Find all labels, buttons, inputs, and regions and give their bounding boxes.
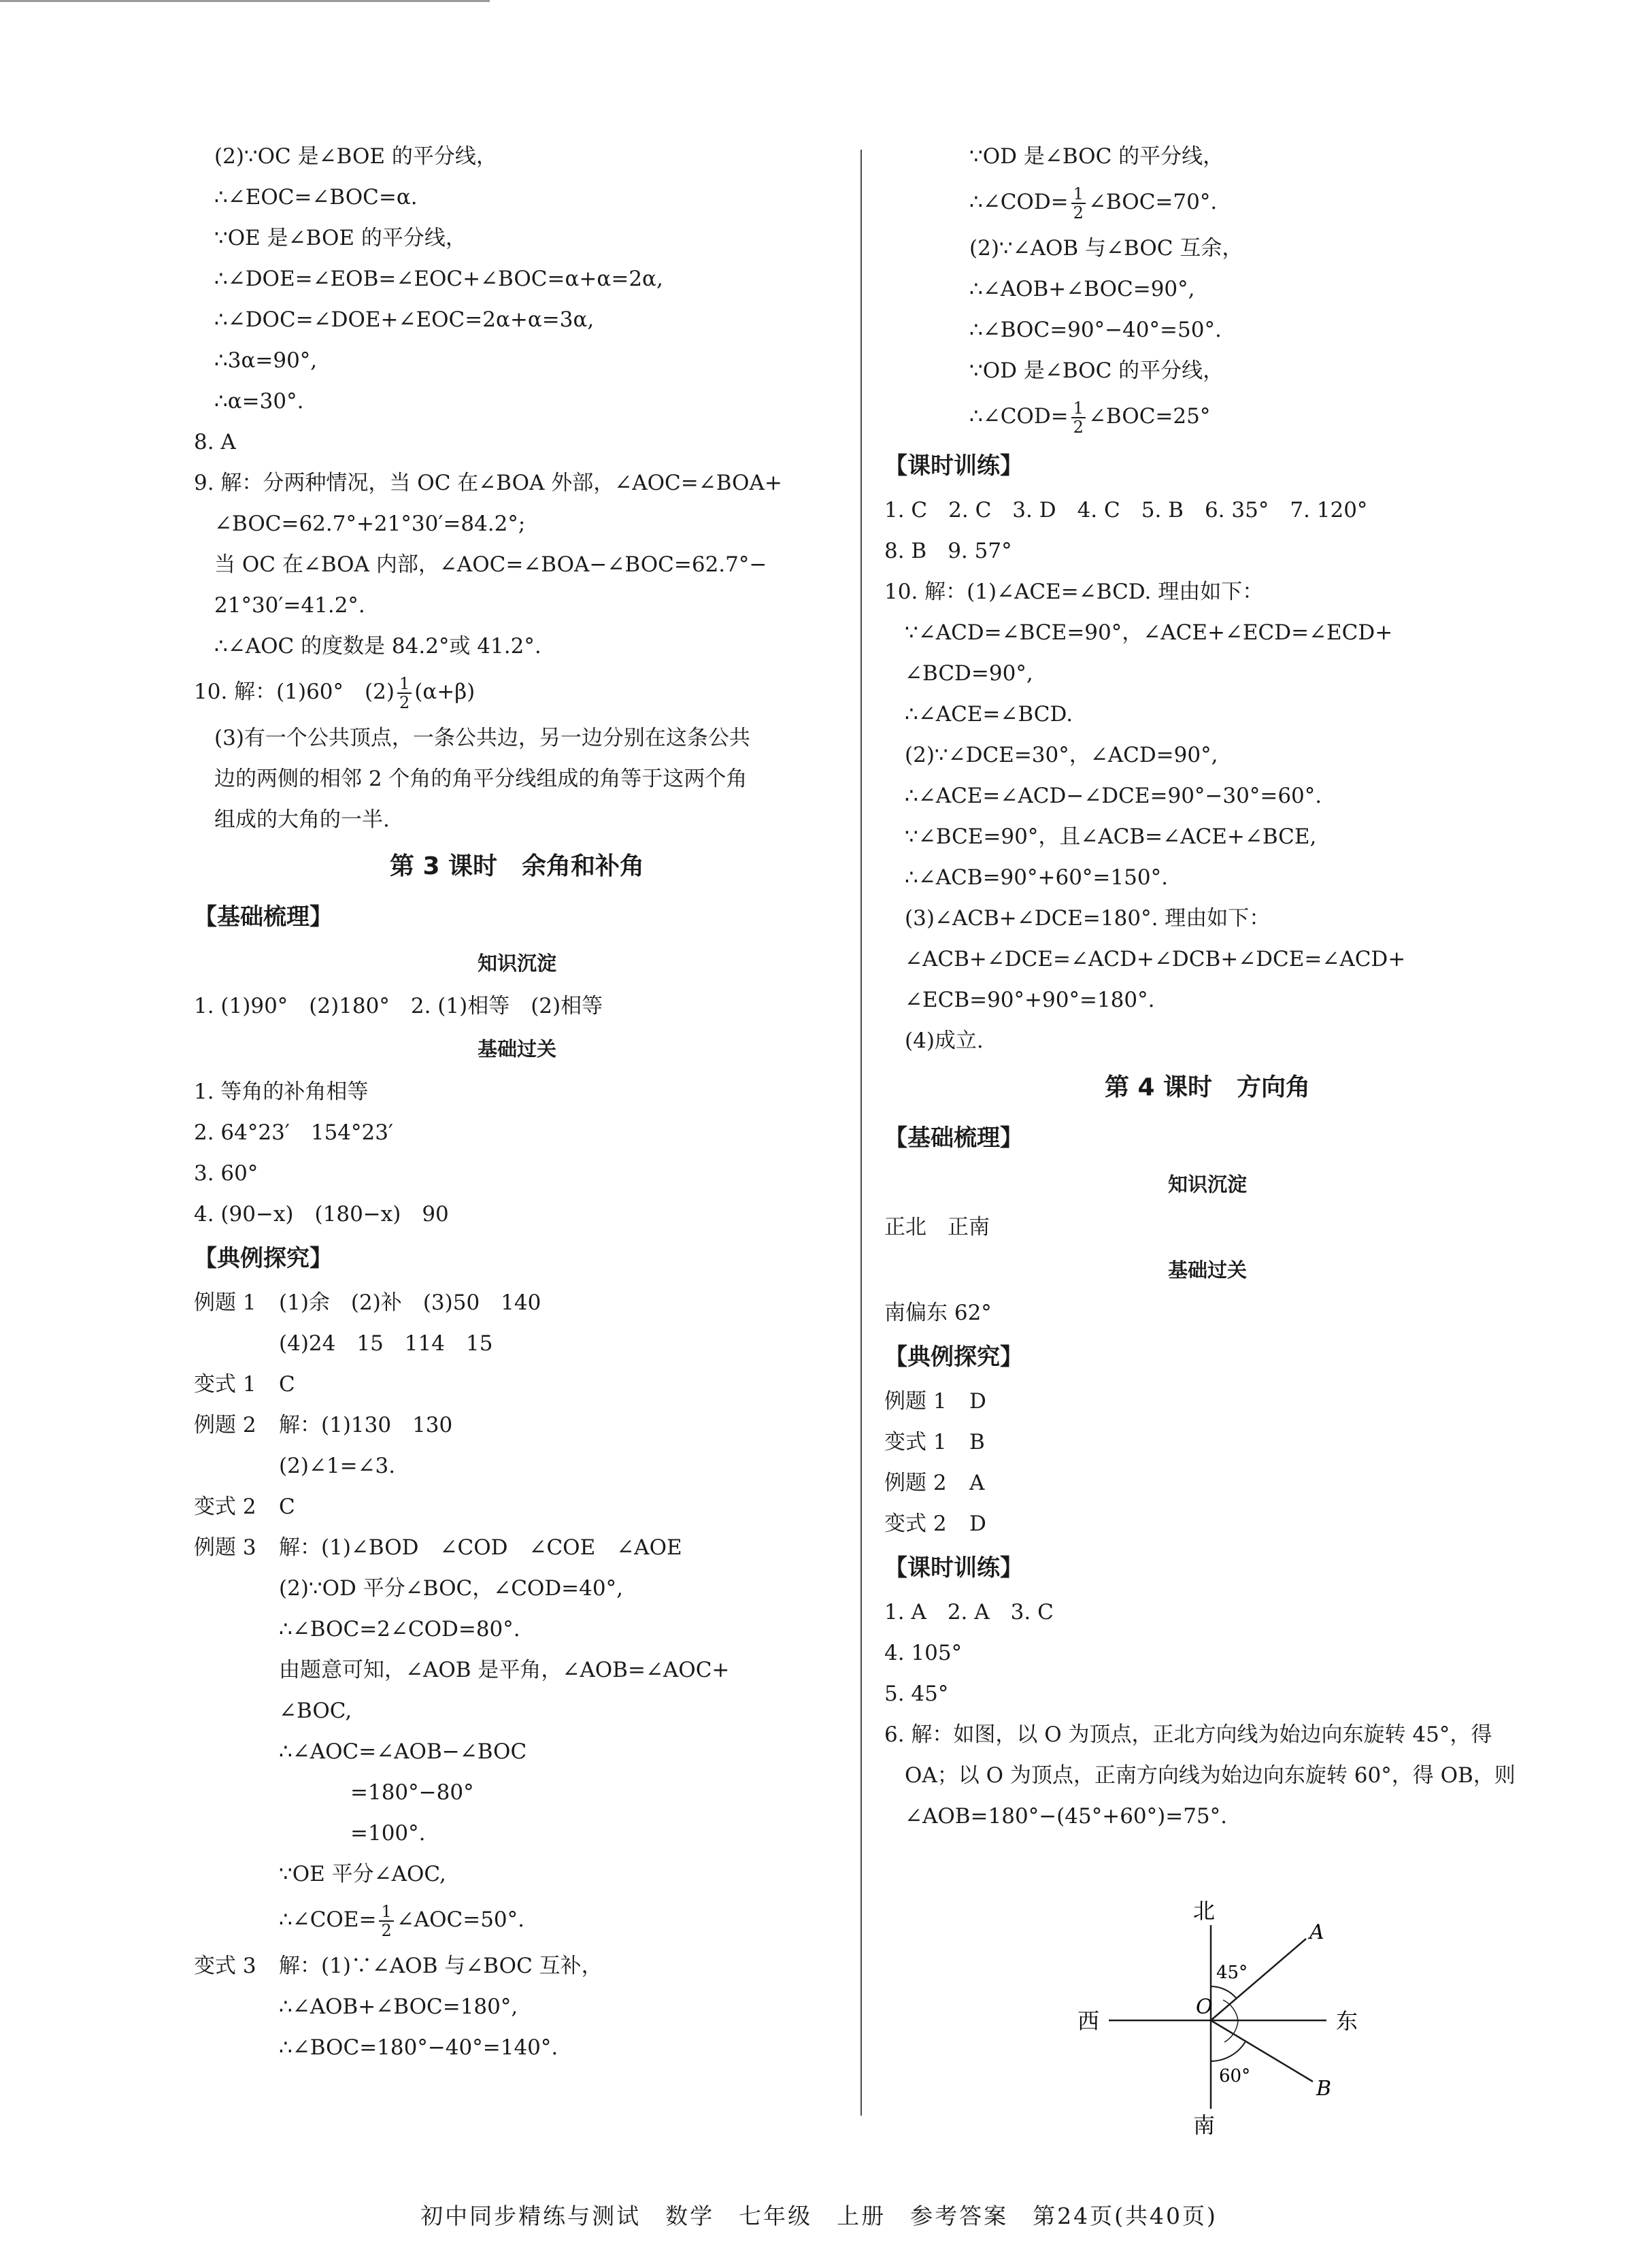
numerator: 1	[1071, 185, 1086, 204]
text-line: ∠BOC=62.7°+21°30′=84.2°;	[214, 512, 526, 536]
example-label: 例题 1	[884, 1389, 947, 1414]
label-o: O	[1196, 1995, 1213, 2019]
denominator: 2	[1073, 417, 1084, 437]
text-line: (2)∵∠DCE=30°，∠ACD=90°,	[905, 743, 1218, 767]
numerator: 1	[379, 1903, 393, 1922]
denominator: 2	[1073, 203, 1084, 222]
answer-8: 8. A	[194, 430, 236, 454]
variant-label: 变式 2	[884, 1512, 947, 1536]
text-line: 5. 45°	[884, 1682, 949, 1706]
denominator: 2	[381, 1920, 392, 1940]
fraction	[1071, 185, 1086, 222]
label-a: A	[1309, 1920, 1324, 1944]
denominator: 2	[399, 693, 410, 712]
label-east: 东	[1335, 2008, 1358, 2034]
example-answer: A	[969, 1471, 985, 1495]
numerator: 1	[1071, 399, 1086, 418]
text-line: 2. 64°23′ 154°23′	[194, 1120, 394, 1145]
text-line: 正北 正南	[884, 1215, 990, 1239]
angle-arc-60	[1211, 2041, 1246, 2061]
direction-angle-figure	[1041, 1891, 1381, 2136]
text-line: (3)有一个公共顶点，一条公共边，另一边分别在这条公共	[214, 726, 750, 750]
text-part: ∠BOC=70°.	[1088, 190, 1218, 214]
right-column	[884, 136, 1531, 1837]
text-line: 1. C 2. C 3. D 4. C 5. B 6. 35° 7. 120°	[884, 498, 1368, 522]
subsection-heading: 基础过关	[477, 1037, 556, 1061]
text-line: ∴∠BOC=2∠COD=80°.	[279, 1617, 520, 1641]
text-line: 3. 60°	[194, 1161, 258, 1186]
section-heading: 【基础梳理】	[884, 1124, 1023, 1152]
label-north: 北	[1192, 1898, 1216, 1924]
variant-answer: C	[279, 1372, 295, 1397]
subsection-heading: 知识沉淀	[1167, 1173, 1247, 1196]
section-heading: 【基础梳理】	[194, 903, 333, 931]
subsection-heading: 基础过关	[1167, 1258, 1247, 1282]
text-line: ∠BOC,	[279, 1699, 352, 1723]
variant-answer: 解：(1)∵∠AOB 与∠BOC 互补，	[279, 1954, 603, 1978]
text-line: (4)成立.	[905, 1029, 984, 1053]
example-line	[194, 1527, 840, 1568]
text-line: ∵∠ACD=∠BCE=90°，∠ACE+∠ECD=∠ECD+	[905, 620, 1393, 645]
text-line: 由题意可知，∠AOB 是平角，∠AOB=∠AOC+	[279, 1658, 730, 1682]
text-line: ∵∠BCE=90°，且∠ACB=∠ACE+∠BCE,	[905, 824, 1317, 849]
left-column	[194, 136, 840, 2068]
example-answer: 解：(1)130 130	[279, 1413, 453, 1437]
text-line: 10. 解：(1)∠ACE=∠BCD. 理由如下：	[884, 580, 1264, 604]
variant-line	[884, 1503, 1531, 1544]
column-divider	[860, 150, 862, 2116]
text-line: (3)∠ACB+∠DCE=180°. 理由如下：	[905, 906, 1271, 931]
variant-answer: D	[969, 1512, 986, 1536]
label-west: 西	[1077, 2008, 1100, 2034]
text-line: 边的两侧的相邻 2 个角的角平分线组成的角等于这两个角	[214, 767, 748, 791]
text-line: ∴α=30°.	[214, 389, 304, 414]
text-line: ∴∠AOC=∠AOB−∠BOC	[279, 1739, 527, 1764]
lesson-title: 第 3 课时 余角和补角	[389, 852, 645, 880]
variant-line	[194, 1486, 840, 1527]
fraction	[1071, 399, 1086, 436]
text-line	[884, 177, 1531, 228]
text-line: 1. (1)90° (2)180° 2. (1)相等 (2)相等	[194, 994, 603, 1018]
fraction	[397, 675, 412, 712]
answer-10	[194, 667, 840, 718]
answer-9: 9. 解：分两种情况，当 OC 在∠BOA 外部，∠AOC=∠BOA+	[194, 471, 782, 495]
example-label: 例题 2	[884, 1471, 947, 1495]
text-part: ∠AOC=50°.	[396, 1907, 524, 1932]
text-line: 21°30′=41.2°.	[214, 593, 365, 618]
text-part: 10. 解：(1)60° (2)	[194, 680, 395, 704]
text-line: (2)∠1=∠3.	[279, 1454, 396, 1478]
text-line: (2)∵OD 平分∠BOC，∠COD=40°,	[279, 1576, 623, 1601]
label-45-degrees: 45°	[1216, 1963, 1248, 1983]
text-part: ∴∠COD=	[969, 190, 1069, 214]
text-line: (2)∵OC 是∠BOE 的平分线，	[214, 144, 497, 169]
text-line: ∠AOB=180°−(45°+60°)=75°.	[905, 1804, 1228, 1829]
variant-line	[194, 1946, 840, 1986]
variant-label: 变式 2	[194, 1495, 256, 1519]
text-line: 4. 105°	[884, 1641, 963, 1665]
variant-label: 变式 1	[194, 1372, 256, 1397]
text-line: ∴∠AOC 的度数是 84.2°或 41.2°.	[214, 634, 541, 658]
text-line: (2)∵∠AOB 与∠BOC 互余，	[969, 236, 1243, 261]
text-line: ∴∠ACE=∠ACD−∠DCE=90°−30°=60°.	[905, 784, 1322, 808]
variant-label: 变式 3	[194, 1954, 256, 1978]
text-line: ∠ACB+∠DCE=∠ACD+∠DCB+∠DCE=∠ACD+	[905, 947, 1406, 971]
example-answer: (1)余 (2)补 (3)50 140	[279, 1290, 541, 1315]
text-line: 组成的大角的一半.	[214, 807, 390, 832]
text-part: ∴∠COE=	[279, 1907, 377, 1932]
text-line: ∴3α=90°,	[214, 348, 318, 373]
section-heading: 【课时训练】	[884, 452, 1023, 480]
example-label: 例题 1	[194, 1290, 256, 1315]
label-south: 南	[1192, 2112, 1216, 2136]
numerator: 1	[397, 675, 412, 694]
text-line: =100°.	[350, 1821, 426, 1846]
page-footer: 初中同步精练与测试 数学 七年级 上册 参考答案 第24页(共40页)	[420, 2203, 1218, 2229]
example-line	[194, 1405, 840, 1446]
text-line: 南偏东 62°	[884, 1301, 992, 1325]
text-line: 6. 解：如图，以 O 为顶点，正北方向线为始边向东旋转 45°，得	[884, 1722, 1492, 1747]
text-line	[194, 1895, 840, 1946]
text-line: 1. 等角的补角相等	[194, 1080, 369, 1104]
example-answer: D	[969, 1389, 986, 1414]
text-part: ∠BOC=25°	[1088, 404, 1211, 429]
variant-label: 变式 1	[884, 1430, 947, 1454]
label-60-degrees: 60°	[1219, 2066, 1251, 2086]
variant-line	[884, 1422, 1531, 1463]
angle-arc-45	[1211, 1986, 1237, 1999]
fraction	[379, 1903, 393, 1939]
text-line: ∠ECB=90°+90°=180°.	[905, 988, 1155, 1012]
text-line: ∠BCD=90°,	[905, 661, 1033, 686]
subsection-heading: 知识沉淀	[477, 952, 556, 975]
variant-line	[194, 1364, 840, 1405]
text-line: ∴∠AOB+∠BOC=180°,	[279, 1995, 518, 2019]
text-line: ∵OE 平分∠AOC,	[279, 1862, 446, 1886]
example-label: 例题 2	[194, 1413, 256, 1437]
example-line	[884, 1381, 1531, 1422]
example-answer: 解：(1)∠BOD ∠COD ∠COE ∠AOE	[279, 1535, 682, 1560]
text-line: ∵OD 是∠BOC 的平分线，	[969, 358, 1224, 383]
text-line: 4. (90−x) (180−x) 90	[194, 1202, 449, 1227]
lesson-title: 第 4 课时 方向角	[1104, 1073, 1311, 1101]
variant-answer: B	[969, 1430, 985, 1454]
text-line: OA；以 O 为顶点，正南方向线为始边向东旋转 60°，得 OB，则	[905, 1763, 1516, 1788]
text-part: (α+β)	[414, 680, 475, 704]
text-line: 8. B 9. 57°	[884, 539, 1012, 563]
text-line: ∴∠BOC=180°−40°=140°.	[279, 2035, 558, 2060]
section-heading: 【典例探究】	[194, 1245, 333, 1272]
text-line: ∵OE 是∠BOE 的平分线，	[214, 226, 467, 250]
example-label: 例题 3	[194, 1535, 256, 1560]
text-line: =180°−80°	[350, 1780, 474, 1805]
variant-answer: C	[279, 1495, 295, 1519]
text-line: 1. A 2. A 3. C	[884, 1600, 1054, 1624]
example-line	[194, 1282, 840, 1323]
label-b: B	[1316, 2077, 1332, 2101]
text-line: ∴∠BOC=90°−40°=50°.	[969, 318, 1222, 342]
text-line: ∴∠ACE=∠BCD.	[905, 702, 1073, 727]
text-line: ∴∠DOE=∠EOB=∠EOC+∠BOC=α+α=2α,	[214, 267, 663, 291]
text-line: ∴∠ACB=90°+60°=150°.	[905, 865, 1168, 890]
text-line: ∴∠DOC=∠DOE+∠EOC=2α+α=3α,	[214, 307, 595, 332]
text-line: ∴∠AOB+∠BOC=90°,	[969, 277, 1195, 301]
text-line	[884, 391, 1531, 442]
text-line: 当 OC 在∠BOA 内部，∠AOC=∠BOA−∠BOC=62.7°−	[214, 552, 767, 577]
example-line	[884, 1463, 1531, 1503]
text-line: ∵OD 是∠BOC 的平分线，	[969, 144, 1224, 169]
text-line: (4)24 15 114 15	[279, 1331, 493, 1356]
text-line: ∴∠EOC=∠BOC=α.	[214, 185, 418, 210]
top-rule	[0, 0, 490, 2]
section-heading: 【课时训练】	[884, 1554, 1023, 1582]
section-heading: 【典例探究】	[884, 1344, 1023, 1371]
text-part: ∴∠COD=	[969, 404, 1069, 429]
